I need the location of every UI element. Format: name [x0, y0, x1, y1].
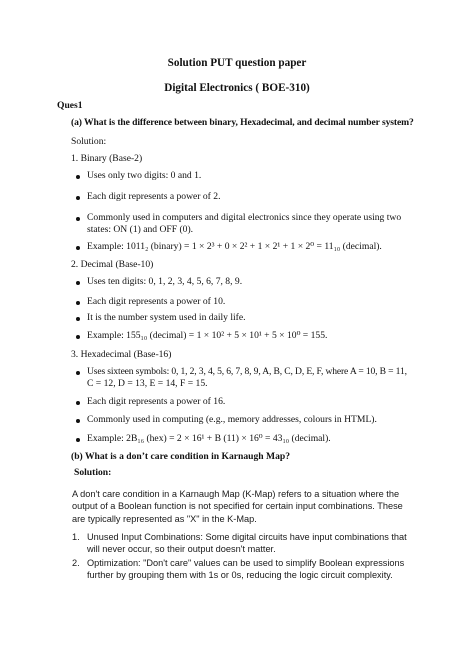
question-a: (a) What is the difference between binary, Hexadecimal, and decimal number system?: [71, 117, 414, 128]
decimal-heading: 2. Decimal (Base-10): [71, 259, 154, 270]
dont-care-paragraph: A don't care condition in a Karnaugh Map (K-Map) refers to a situation where the output of a Boolean function is not specified for certain input combinations. These are typically represented as "X" in the K-Map.: [72, 489, 403, 524]
bullet-icon: [76, 401, 80, 405]
solution-label-b: Solution:: [74, 467, 112, 478]
list-item: Unused Input Combinations: Some digital circuits have input combinations that will never occur, so their output doesn't matter.: [87, 532, 407, 555]
list-item: Uses only two digits: 0 and 1.: [87, 170, 202, 181]
question-b: (b) What is a don’t care condition in Karnaugh Map?: [71, 451, 290, 462]
bullet-icon: [76, 419, 80, 423]
list-item: Each digit represents a power of 16.: [87, 396, 226, 407]
list-item: Uses ten digits: 0, 1, 2, 3, 4, 5, 6, 7, 8, 9.: [87, 276, 243, 287]
binary-heading: 1. Binary (Base-2): [71, 153, 143, 164]
hexadecimal-heading: 3. Hexadecimal (Base-16): [71, 349, 172, 360]
bullet-icon: [76, 438, 80, 442]
list-item: Example: 155₁₀ (decimal) = 1 × 10² + 5 × 10¹ + 5 × 10⁰ = 155.: [87, 330, 328, 341]
list-item: Commonly used in computers and digital electronics since they operate using two: [87, 212, 402, 223]
list-item: Example: 2B₁₆ (hex) = 2 × 16¹ + B (11) × 16⁰ = 43₁₀ (decimal).: [87, 433, 331, 444]
list-item-continuation: states: ON (1) and OFF (0).: [87, 224, 194, 235]
question-label: Ques1: [57, 100, 83, 111]
list-item: Optimization: "Don't care" values can be used to simplify Boolean expressions further by grouping them with 1s or 0s, reducing the logic circuit complexity.: [87, 558, 405, 581]
bullet-icon: [76, 301, 80, 305]
bullet-icon: [76, 335, 80, 339]
document-subtitle: Digital Electronics ( BOE-310): [164, 82, 310, 94]
bullet-icon: [76, 317, 80, 321]
list-item: Uses sixteen symbols: 0, 1, 2, 3, 4, 5, 6, 7, 8, 9, A, B, C, D, E, F, where A = 10, B = 11,: [87, 366, 407, 377]
list-item: Each digit represents a power of 2.: [87, 191, 221, 202]
list-item: Each digit represents a power of 10.: [87, 296, 226, 307]
list-item: Commonly used in computing (e.g., memory addresses, colours in HTML).: [87, 414, 377, 425]
document-title: Solution PUT question paper: [167, 57, 307, 69]
bullet-icon: [76, 281, 80, 285]
list-number: 1.: [72, 532, 80, 542]
bullet-icon: [76, 196, 80, 200]
list-item: It is the number system used in daily life.: [87, 312, 246, 323]
list-item-continuation: C = 12, D = 13, E = 14, F = 15.: [87, 378, 208, 389]
bullet-icon: [76, 246, 80, 250]
list-item: Example: 1011₂ (binary) = 1 × 2³ + 0 × 2² + 1 × 2¹ + 1 × 2⁰ = 11₁₀ (decimal).: [87, 241, 382, 252]
list-number: 2.: [72, 558, 80, 568]
bullet-icon: [76, 217, 80, 221]
bullet-icon: [76, 175, 80, 179]
solution-label-a: Solution:: [71, 136, 107, 147]
bullet-icon: [76, 371, 80, 375]
